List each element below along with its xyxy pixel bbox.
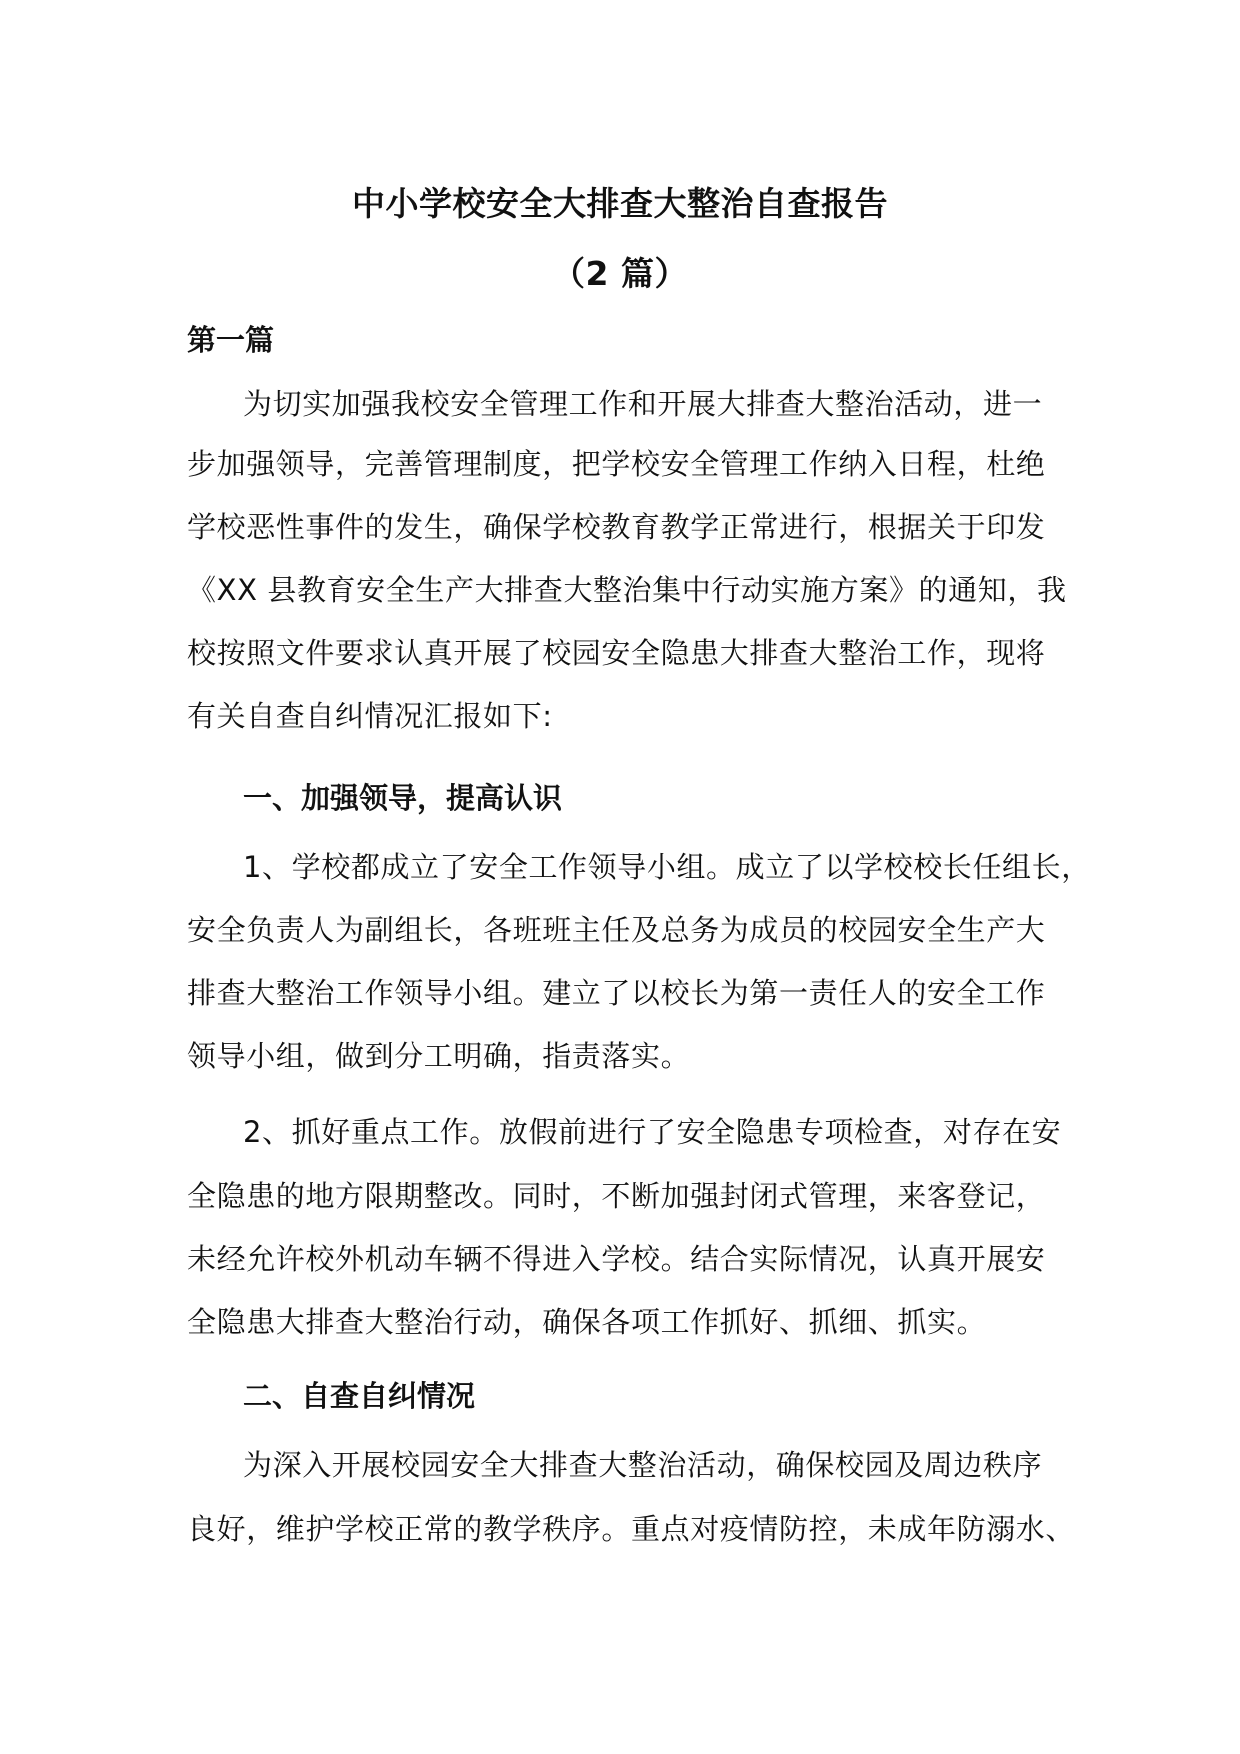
intro-line: 学校恶性事件的发生，确保学校教育教学正常进行，根据关于印发 bbox=[187, 510, 1046, 544]
intro-line: 校按照文件要求认真开展了校园安全隐患大排查大整治工作，现将 bbox=[187, 636, 1046, 670]
intro-line: 《XX 县教育安全生产大排查大整治集中行动实施方案》的通知，我 bbox=[187, 573, 1067, 607]
item-1-line: 1、学校都成立了安全工作领导小组。成立了以学校校长任组长， bbox=[243, 850, 1091, 884]
intro-line: 有关自查自纠情况汇报如下: bbox=[187, 699, 553, 733]
item-2-line: 全隐患的地方限期整改。同时，不断加强封闭式管理，来客登记， bbox=[187, 1179, 1046, 1213]
item-1-line: 领导小组，做到分工明确，指责落实。 bbox=[187, 1039, 691, 1073]
section-heading-2: 二、自查自纠情况 bbox=[243, 1379, 476, 1413]
intro-line: 步加强领导，完善管理制度，把学校安全管理工作纳入日程，杜绝 bbox=[187, 447, 1046, 481]
section-heading-1: 一、加强领导，提高认识 bbox=[243, 781, 563, 815]
item-2-line: 未经允许校外机动车辆不得进入学校。结合实际情况，认真开展安 bbox=[187, 1242, 1046, 1276]
para-3-line: 良好，维护学校正常的教学秩序。重点对疫情防控，未成年防溺水、 bbox=[187, 1512, 1076, 1546]
para-3-line: 为深入开展校园安全大排查大整治活动，确保校园及周边秩序 bbox=[243, 1448, 1043, 1482]
item-1-line: 排查大整治工作领导小组。建立了以校长为第一责任人的安全工作 bbox=[187, 976, 1046, 1010]
document-subtitle: （2 篇） bbox=[552, 254, 688, 293]
part-label: 第一篇 bbox=[187, 323, 275, 357]
item-1-line: 安全负责人为副组长，各班班主任及总务为成员的校园安全生产大 bbox=[187, 913, 1046, 947]
item-2-line: 全隐患大排查大整治行动，确保各项工作抓好、抓细、抓实。 bbox=[187, 1305, 987, 1339]
intro-line: 为切实加强我校安全管理工作和开展大排查大整治活动，进一 bbox=[243, 387, 1043, 421]
item-2-line: 2、抓好重点工作。放假前进行了安全隐患专项检查，对存在安 bbox=[243, 1115, 1062, 1149]
document-title: 中小学校安全大排查大整治自查报告 bbox=[352, 184, 888, 223]
